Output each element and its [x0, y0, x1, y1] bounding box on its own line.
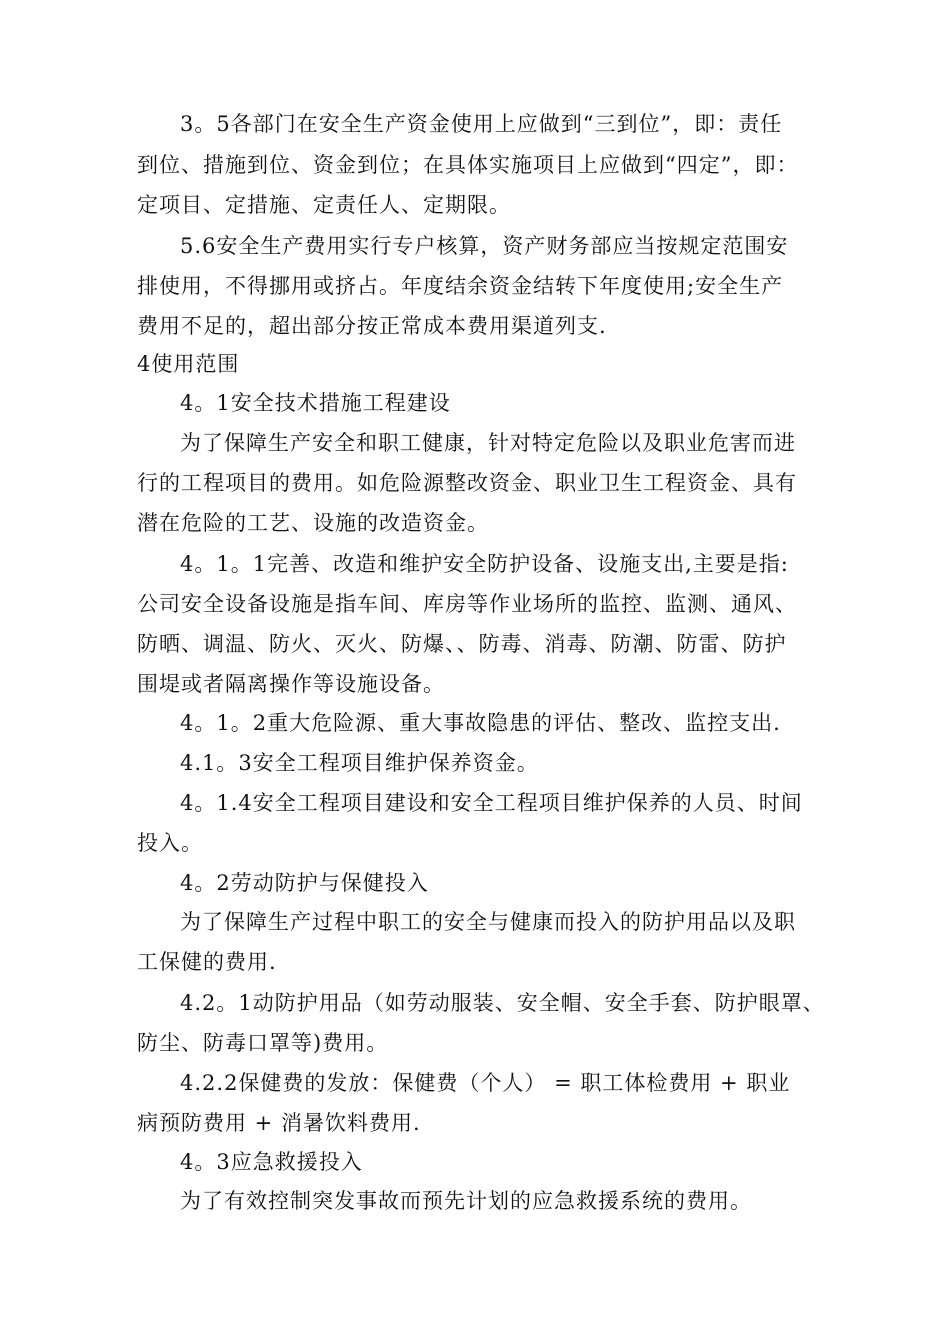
paragraph-line: 防晒、调温、防火、灭火、防爆、、防毒、消毒、防潮、防雷、防护	[137, 632, 787, 656]
paragraph-line: 行的工程项目的费用。如危险源整改资金、职业卫生工程资金、具有	[137, 471, 797, 495]
paragraph-line: 4。1.4安全工程项目建设和安全工程项目维护保养的人员、时间	[180, 791, 803, 815]
paragraph-line: 围堤或者隔离操作等设施设备。	[137, 672, 445, 696]
paragraph-line: 工保健的费用.	[137, 950, 277, 974]
paragraph-line: 潜在危险的工艺、设施的改造资金。	[137, 511, 489, 535]
paragraph-line: 到位、措施到位、资金到位；在具体实施项目上应做到“四定”，即：	[137, 153, 799, 177]
paragraph-line: 定项目、定措施、定责任人、定期限。	[137, 193, 511, 217]
paragraph-line: 4.2.2保健费的发放：保健费（个人） = 职工体检费用 + 职业	[180, 1071, 791, 1095]
paragraph-line: 排使用，不得挪用或挤占。年度结余资金结转下年度使用;安全生产	[137, 274, 784, 298]
subsection-heading: 4。2劳动防护与保健投入	[180, 871, 429, 895]
paragraph-line: 投入。	[137, 831, 203, 855]
paragraph-line: 4.2。1动防护用品（如劳动服装、安全帽、安全手套、防护眼罩、	[180, 991, 825, 1015]
paragraph-line: 3。5各部门在安全生产资金使用上应做到“三到位”，即：责任	[180, 112, 783, 136]
paragraph-line: 公司安全设备设施是指车间、库房等作业场所的监控、监测、通风、	[137, 592, 797, 616]
paragraph-line: 4。1。1完善、改造和维护安全防护设备、设施支出,主要是指:	[180, 552, 789, 576]
paragraph-line: 4。1。2重大危险源、重大事故隐患的评估、整改、监控支出.	[180, 711, 781, 735]
paragraph-line: 病预防费用 + 消暑饮料费用.	[137, 1111, 421, 1135]
paragraph-line: 费用不足的，超出部分按正常成本费用渠道列支.	[137, 314, 607, 338]
paragraph-line: 防尘、防毒口罩等)费用。	[137, 1031, 389, 1055]
section-heading: 4使用范围	[137, 352, 240, 376]
paragraph-line: 为了保障生产安全和职工健康，针对特定危险以及职业危害而进	[180, 431, 796, 455]
subsection-heading: 4。1安全技术措施工程建设	[180, 391, 451, 415]
subsection-heading: 4。3应急救援投入	[180, 1150, 363, 1174]
paragraph-line: 5.6安全生产费用实行专户核算，资产财务部应当按规定范围安	[180, 234, 789, 258]
paragraph-line: 为了保障生产过程中职工的安全与健康而投入的防护用品以及职	[180, 910, 796, 934]
paragraph-line: 4.1。3安全工程项目维护保养资金。	[180, 751, 539, 775]
paragraph-line: 为了有效控制突发事故而预先计划的应急救援系统的费用。	[180, 1189, 752, 1213]
